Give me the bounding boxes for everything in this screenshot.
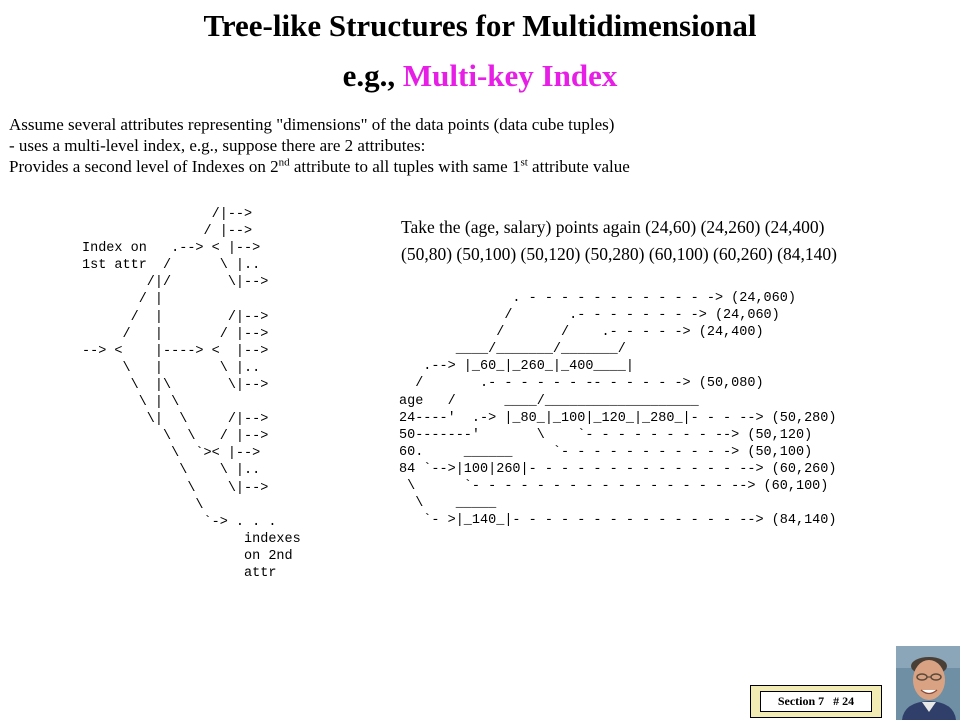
- footer-badge: [750, 685, 882, 718]
- footer-label: [760, 691, 872, 712]
- intro-line-3-part-b: attribute to all tuples with same 1: [289, 157, 521, 176]
- footer-section: Section 7: [777, 694, 825, 708]
- footer-page-number: # 24: [833, 694, 855, 708]
- points-line-2: (50,80) (50,100) (50,120) (50,280) (60,100) (60,260) (84,140): [401, 244, 837, 264]
- slide-subtitle: [0, 56, 960, 96]
- age-salary-index-diagram: . - - - - - - - - - - - -> (24,060) / .- - - - - - - -> (24,060) / / .- - - - -> (24,400) ____/_______/_______/ .--> |_60_|_260_|_400____| / .- - - - - - -- - - - - -> (50,080) age / ____/___________________ 24----' .-> |_80_|_100|_120_|_280_|- - - --> (50,280) 50-------' \ `- - - - - - - - --> (50,120) 60. ______ `- - - - - - - - - - -> (50,100) 84 `-->|100|260|- - - - - - - - - - - - - --> (60,260) \ `- - - - - - - - - - - - - - - - --> (60,100) \ _____ `- >|_140_|- - - - - - - - - - - - - - --> (84,140): [399, 291, 837, 529]
- points-text: [401, 214, 946, 268]
- intro-line-1: Assume several attributes representing "dimensions" of the data points (data cube tuples): [9, 115, 615, 134]
- slide-title: Tree-like Structures for Multidimensional: [203, 8, 757, 43]
- superscript-nd: nd: [278, 156, 290, 169]
- intro-text: [9, 114, 949, 177]
- subtitle-prefix: e.g.,: [342, 58, 403, 93]
- points-line-1: Take the (age, salary) points again (24,60) (24,260) (24,400): [401, 217, 825, 237]
- presenter-photo: [896, 646, 960, 720]
- multi-level-index-diagram: /|--> / |--> Index on .--> < |--> 1st attr / \ |.. /|/ \|--> / | / | /|--> / | / |--> --> < |----> < |--> \ | \ |.. \ |\ \|--> \ | \ \| \ /|--> \ \ / |--> \ `>< |--> \ \ |.. \ \|--> \ `-> . . . indexes on 2nd attr: [82, 207, 301, 581]
- intro-line-2: - uses a multi-level index, e.g., suppose there are 2 attributes:: [9, 136, 426, 155]
- intro-line-3-part-a: Provides a second level of Indexes on 2: [9, 157, 279, 176]
- intro-line-3: [9, 156, 949, 177]
- superscript-st: st: [520, 156, 528, 169]
- intro-line-3-part-c: attribute value: [527, 157, 630, 176]
- subtitle-accent: Multi-key Index: [402, 58, 618, 93]
